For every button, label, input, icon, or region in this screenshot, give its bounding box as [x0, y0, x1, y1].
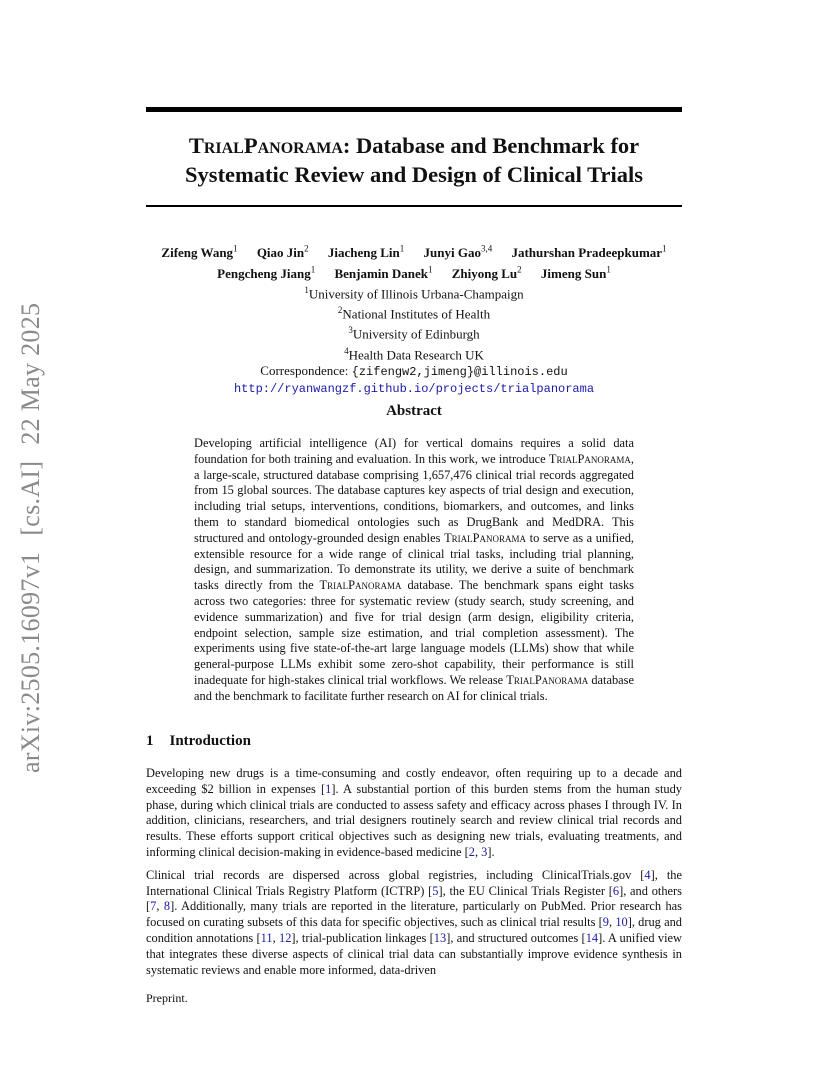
author: Qiao Jin$^2$ [256, 244, 309, 261]
citation-link[interactable]: 12 [279, 930, 292, 945]
abstract-heading: Abstract [386, 403, 442, 419]
correspondence-email[interactable]: {zifengw2,jimeng}@illinois.edu [351, 364, 568, 379]
citation-link[interactable]: 10 [615, 915, 628, 930]
title-rest: : Database and Benchmark for [342, 133, 640, 158]
author: Pengcheng Jiang$^1$ [217, 264, 316, 281]
citation-link[interactable]: 4 [644, 867, 651, 882]
arxiv-id: arXiv:2505.16097v1 [16, 551, 45, 773]
citation-link[interactable]: 9 [602, 915, 609, 930]
author: Jiacheng Lin$^1$ [327, 244, 405, 261]
author: Zhiyong Lu$^2$ [451, 264, 522, 281]
author: Benjamin Danek$^1$ [334, 264, 433, 281]
citation-link[interactable]: 6 [612, 883, 620, 898]
author: Jimeng Sun$^1$ [540, 264, 611, 281]
paragraph: Developing new drugs is a time-consuming and costly endeavor, often requiring up to a decade and exceeding $2 billion in expenses [1]. A substantial portion of this burden stems from the human study phase, during which clinical trials are conducted to assess safety and efficacy across phases I through IV. In addition, clinicians, researchers, and trial designers routinely search and review clinical trial records and results. These efforts support critical objectives such as designing new trials, evaluating treatments, and informing clinical decision-making in evidence-based medicine [2, 3]. [146, 766, 683, 859]
section-heading-introduction [146, 733, 251, 750]
author: Zifeng Wang$^1$ [161, 244, 238, 261]
affiliation: $^4$Health Data Research UK [344, 345, 484, 362]
author: Junyi Gao$^{3,4}$ [423, 244, 493, 261]
affiliation: $^2$National Institutes of Health [337, 304, 491, 322]
arxiv-date: 22 May 2025 [16, 302, 45, 445]
section-number: 1 [146, 733, 154, 749]
top-rule [146, 107, 682, 112]
citation-link[interactable]: 1 [325, 781, 332, 796]
paragraph: Clinical trial records are dispersed across global registries, including ClinicalTrials.gov [4], the International Clinical Trials Registry Platform (ICTRP) [5], the EU Clinical Trials Register [6], and others [7, 8]. Additionally, many trials are reported in the literature, particularly on PubMed. Prior research has focused on curating subsets of this data for specific objectives, such as clinical trial results [9, 10], drug and condition annotations [11, 12], trial-publication linkages [13], and structured outcomes [14]. A unified view that integrates these diverse aspects of clinical trial data can substantially improve evidence synthesis in systematic reviews and enable more informed, data-driven [146, 867, 683, 977]
arxiv-identifier [16, 303, 46, 773]
author-row-1 [120, 241, 708, 261]
title-name: TrialPanorama [188, 133, 343, 158]
citation-link[interactable]: 2 [468, 844, 475, 859]
citation-link[interactable]: 14 [585, 930, 599, 945]
author: Jathurshan Pradeepkumar$^1$ [511, 244, 667, 261]
title-line-2: Systematic Review and Design of Clinical Trials [185, 162, 643, 187]
arxiv-category: [cs.AI] [16, 460, 45, 536]
citation-link[interactable]: 3 [481, 844, 488, 859]
author-block [120, 241, 708, 397]
author-row-2 [120, 261, 708, 281]
section-title: Introduction [169, 733, 251, 749]
preprint-footer: Preprint. [146, 991, 188, 1005]
abstract-body: Developing artificial intelligence (AI) for vertical domains requires a solid data foundation for both training and evaluation. In this work, we introduce TrialPanorama, a large-scale, structured database comprising 1,657,476 clinical trial records aggregated from 15 global sources. The database captures key aspects of trial design and execution, including trial setups, interventions, conditions, biomarkers, and outcomes, and links them to standard biomedical ontologies such as DrugBank and MedDRA. This structured and ontology-grounded design enables TrialPanorama to serve as a unified, extensible resource for a wide range of clinical trial tasks, including trial planning, design, and summarization. To demonstrate its utility, we derive a suite of benchmark tasks directly from the TrialPanorama database. The benchmark spans eight tasks across two categories: three for systematic review (study search, study screening, and evidence summarization) and five for trial design (arm design, eligibility criteria, endpoint selection, sample size estimation, and trial completion assessment). The experiments using five state-of-the-art large language models (LLMs) show that while general-purpose LLMs exhibit some zero-shot capability, their performance is still inadequate for high-stakes clinical trial workflows. We release TrialPanorama database and the benchmark to facilitate further research on AI for clinical trials. [194, 436, 634, 703]
citation-link[interactable]: 5 [432, 883, 439, 898]
correspondence: Correspondence: {zifengw2,jimeng}@illinois.edu [260, 362, 568, 379]
affiliation: $^3$University of Edinburgh [348, 325, 480, 342]
affiliation: $^1$University of Illinois Urbana-Champaign [304, 284, 524, 301]
title-rule [146, 205, 682, 207]
project-url-link[interactable]: http://ryanwangzf.github.io/projects/trialpanorama [233, 381, 595, 396]
introduction-body [146, 766, 682, 985]
citation-link[interactable]: 8 [163, 899, 171, 914]
citation-link[interactable]: 11 [260, 930, 273, 945]
citation-link[interactable]: 13 [433, 930, 447, 945]
project-url-line [120, 380, 708, 397]
paper-title [146, 131, 682, 189]
citation-link[interactable]: 7 [150, 899, 157, 914]
